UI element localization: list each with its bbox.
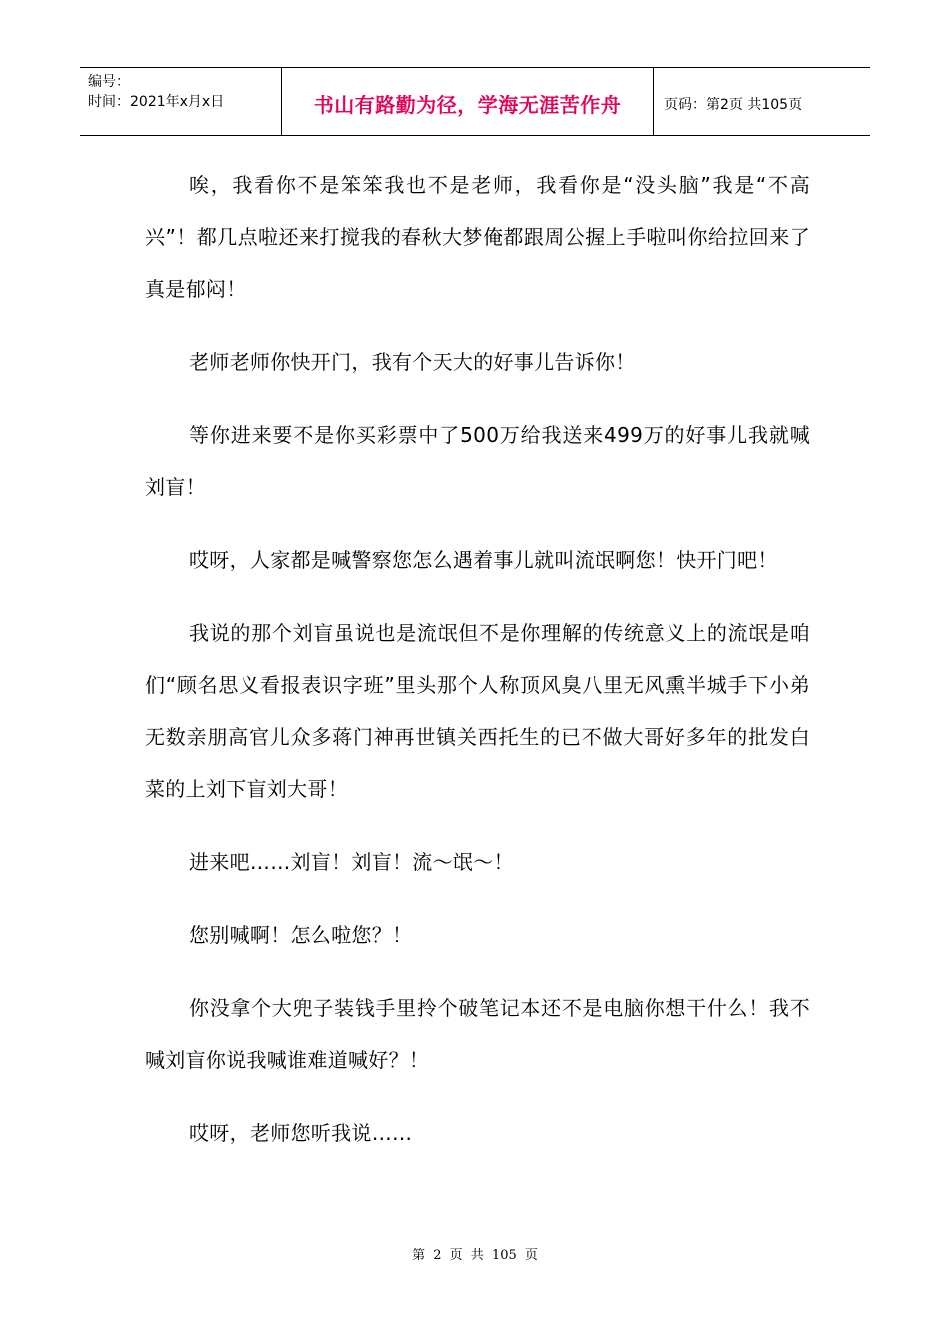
page-footer: 第 2 页 共 105 页 bbox=[412, 1248, 538, 1263]
paragraph: 您别喊啊！怎么啦您？！ bbox=[189, 923, 413, 947]
time-label: 时间：2021年x月x日 bbox=[88, 94, 225, 110]
page-info: 页码：第2页 共105页 bbox=[664, 96, 803, 113]
paragraph: 老师老师你快开门，我有个天大的好事儿告诉你！ bbox=[189, 350, 636, 374]
paragraph: 你没拿个大兜子装钱手里拎个破笔记本还不是电脑你想干什么！我不喊刘盲你说我喊谁难道喊好？！ bbox=[145, 996, 810, 1072]
header-meta-cell bbox=[80, 68, 282, 135]
header-motto-cell bbox=[282, 68, 654, 135]
paragraph: 哎呀，人家都是喊警察您怎么遇着事儿就叫流氓啊您！快开门吧！ bbox=[189, 548, 778, 572]
paragraph: 唉，我看你不是笨笨我也不是老师，我看你是“没头脑”我是“不高兴”！都几点啦还来打搅我的春秋大梦俺都跟周公握上手啦叫你给拉回来了真是郁闷！ bbox=[145, 173, 810, 301]
motto-text: 书山有路勤为径，学海无涯苦作舟 bbox=[313, 93, 622, 117]
paragraph: 等你进来要不是你买彩票中了500万给我送来499万的好事儿我就喊刘盲！ bbox=[145, 423, 810, 499]
paragraph: 哎呀，老师您听我说…… bbox=[189, 1121, 413, 1145]
document-body bbox=[145, 159, 810, 1180]
paragraph: 我说的那个刘盲虽说也是流氓但不是你理解的传统意义上的流氓是咱们“顾名思义看报表识字班”里头那个人称顶风臭八里无风熏半城手下小弟无数亲朋高官儿众多蒋门神再世镇关西托生的已不做大哥好多年的批发白菜的上刘下盲刘大哥！ bbox=[145, 621, 810, 801]
paragraph: 进来吧……刘盲！刘盲！流～氓～！ bbox=[189, 850, 514, 874]
document-header bbox=[80, 67, 870, 136]
header-page-cell bbox=[654, 68, 870, 135]
number-label: 编号： bbox=[88, 74, 130, 90]
